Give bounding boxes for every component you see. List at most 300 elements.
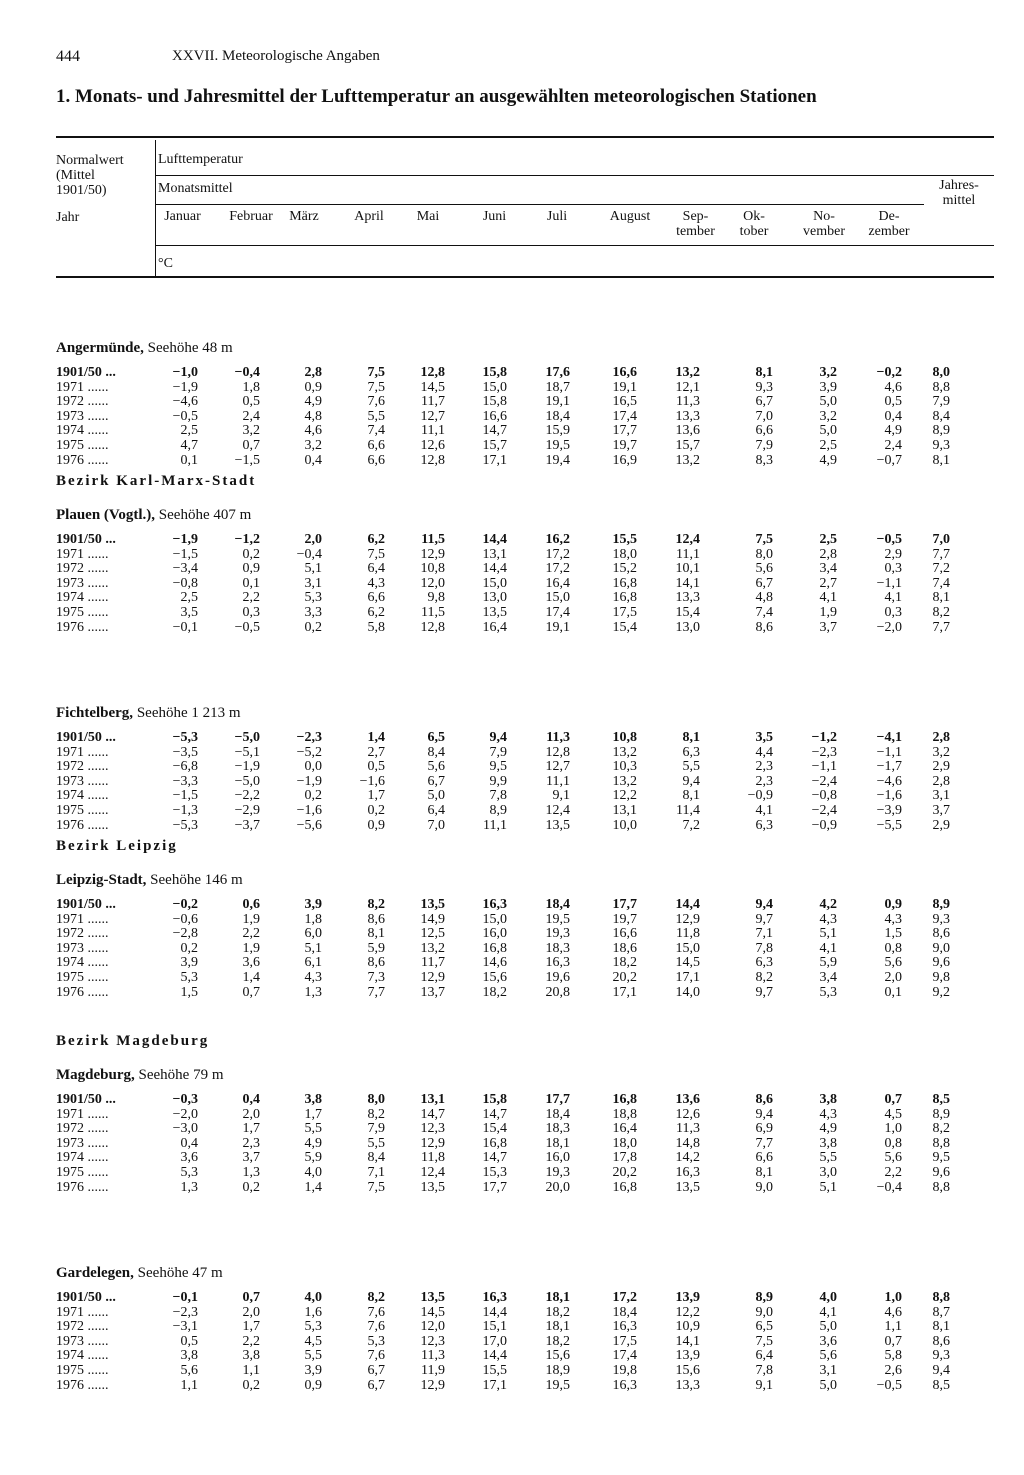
cell-value: 15,6	[545, 1348, 570, 1364]
cell-value: 9,0	[755, 1179, 773, 1195]
cell-value: 10,1	[675, 561, 700, 577]
cell-value: −0,4	[296, 546, 322, 562]
cell-value: 0,4	[884, 408, 902, 424]
cell-value: 13,5	[675, 1179, 700, 1195]
cell-value: 7,5	[367, 1179, 385, 1195]
row-label: 1972 ......	[56, 759, 109, 775]
month-header	[795, 209, 853, 239]
cell-value: −1,1	[811, 759, 837, 775]
row-label: 1901/50 ...	[56, 365, 116, 380]
cell-value: 13,3	[675, 408, 700, 424]
table-row	[0, 454, 1024, 469]
cell-value: 5,8	[367, 619, 385, 635]
cell-value: 2,3	[755, 773, 773, 789]
row-label: 1901/50 ...	[56, 1092, 116, 1107]
cell-value: 0,2	[242, 546, 260, 562]
cell-value: 4,1	[819, 1304, 837, 1320]
cell-value: 18,4	[545, 897, 570, 912]
cell-value: −2,4	[811, 773, 837, 789]
cell-value: 7,7	[755, 1135, 773, 1151]
cell-value: 6,5	[755, 1319, 773, 1335]
table-row	[0, 731, 1024, 746]
cell-value: 9,1	[552, 788, 570, 804]
cell-value: 3,2	[242, 423, 260, 439]
cell-value: 15,8	[482, 1092, 507, 1107]
cell-value: −1,0	[172, 365, 198, 380]
cell-value: 9,4	[755, 897, 773, 912]
cell-value: 19,5	[545, 1377, 570, 1393]
cell-value: 17,7	[545, 1092, 570, 1107]
cell-value: 6,7	[367, 1363, 385, 1378]
header-bottom-rule	[56, 276, 994, 278]
cell-value: 7,4	[932, 575, 950, 591]
cell-value: 0,7	[242, 438, 260, 453]
cell-value: 14,4	[482, 561, 507, 577]
row-label: 1971 ......	[56, 1304, 109, 1320]
cell-value: −0,5	[234, 619, 260, 635]
table-row	[0, 1137, 1024, 1152]
cell-value: 10,9	[675, 1319, 700, 1335]
cell-value: 14,7	[482, 1106, 507, 1122]
cell-value: −0,6	[172, 911, 198, 927]
month-header	[408, 209, 448, 224]
cell-value: 9,5	[489, 759, 507, 775]
table-row	[0, 381, 1024, 396]
cell-value: 8,9	[932, 423, 950, 439]
annual-header-line-2: mittel	[942, 193, 976, 208]
cell-value: 11,8	[676, 926, 700, 942]
cell-value: 2,7	[367, 744, 385, 760]
cell-value: 6,5	[427, 730, 445, 745]
cell-value: 1,0	[884, 1290, 902, 1305]
cell-value: −3,7	[234, 817, 260, 833]
cell-value: 2,5	[180, 423, 198, 439]
cell-value: 13,5	[420, 1179, 445, 1195]
cell-value: 7,1	[755, 926, 773, 942]
cell-value: 2,2	[884, 1165, 902, 1180]
stub-divider	[155, 140, 156, 276]
cell-value: 4,1	[884, 590, 902, 606]
cell-value: 1,5	[884, 926, 902, 942]
cell-value: 0,9	[242, 561, 260, 577]
cell-value: 4,3	[367, 575, 385, 591]
cell-value: −0,3	[172, 1092, 198, 1107]
cell-value: −5,0	[234, 773, 260, 789]
cell-value: 7,5	[367, 546, 385, 562]
station-elevation: Seehöhe 146 m	[150, 872, 243, 888]
cell-value: 7,5	[367, 365, 385, 380]
cell-value: 13,2	[420, 940, 445, 956]
cell-value: 3,8	[180, 1348, 198, 1364]
cell-value: 1,0	[884, 1121, 902, 1137]
cell-value: 4,1	[755, 803, 773, 818]
cell-value: 4,0	[304, 1165, 322, 1180]
cell-value: 2,8	[932, 773, 950, 789]
cell-value: 7,3	[367, 970, 385, 985]
cell-value: 17,7	[612, 897, 637, 912]
row-label: 1974 ......	[56, 423, 109, 439]
cell-value: 8,1	[932, 1319, 950, 1335]
cell-value: 3,2	[932, 744, 950, 760]
cell-value: −1,2	[234, 532, 260, 547]
row-label: 1901/50 ...	[56, 897, 116, 912]
cell-value: −2,3	[811, 744, 837, 760]
cell-value: 4,4	[755, 744, 773, 760]
cell-value: 16,3	[482, 1290, 507, 1305]
cell-value: 5,5	[367, 1135, 385, 1151]
cell-value: 2,9	[884, 546, 902, 562]
table-row	[0, 898, 1024, 913]
cell-value: 15,0	[675, 940, 700, 956]
cell-value: 16,8	[612, 575, 637, 591]
row-label: 1971 ......	[56, 911, 109, 927]
cell-value: 12,6	[675, 1106, 700, 1122]
month-header-line: Januar	[164, 209, 201, 224]
station-name: Fichtelberg,	[56, 705, 134, 721]
cell-value: 8,6	[367, 955, 385, 971]
month-header-line: Sep-	[682, 209, 709, 224]
unit-label: °C	[158, 256, 173, 271]
cell-value: 2,5	[819, 438, 837, 453]
cell-value: 15,3	[482, 1165, 507, 1180]
cell-value: 1,1	[242, 1363, 260, 1378]
cell-value: 8,4	[932, 408, 950, 424]
cell-value: 8,2	[755, 970, 773, 985]
cell-value: 2,3	[242, 1135, 260, 1151]
cell-value: 0,2	[242, 1179, 260, 1195]
cell-value: 12,8	[420, 365, 445, 380]
row-label: 1975 ......	[56, 970, 109, 985]
cell-value: 16,9	[612, 452, 637, 468]
cell-value: 0,2	[304, 619, 322, 635]
station-name: Leipzig-Stadt,	[56, 872, 147, 888]
table-row	[0, 1349, 1024, 1364]
row-label: 1973 ......	[56, 1333, 109, 1349]
cell-value: 3,2	[819, 408, 837, 424]
cell-value: 17,5	[612, 605, 637, 620]
cell-value: 4,9	[304, 394, 322, 410]
cell-value: 8,5	[932, 1377, 950, 1393]
cell-value: 4,2	[819, 897, 837, 912]
bezirk-heading: Bezirk Leipzig	[56, 838, 178, 854]
cell-value: 9,3	[932, 1348, 950, 1364]
cell-value: 11,7	[421, 955, 445, 971]
cell-value: 12,5	[420, 926, 445, 942]
cell-value: 8,3	[755, 452, 773, 468]
cell-value: 3,4	[819, 561, 837, 577]
cell-value: 1,5	[180, 984, 198, 1000]
cell-value: 11,3	[676, 1121, 700, 1137]
cell-value: 0,3	[884, 605, 902, 620]
cell-value: 9,4	[489, 730, 507, 745]
cell-value: 8,4	[367, 1150, 385, 1166]
cell-value: 3,7	[242, 1150, 260, 1166]
cell-value: 2,0	[884, 970, 902, 985]
row-label: 1971 ......	[56, 379, 109, 395]
cell-value: 7,0	[427, 817, 445, 833]
stub-line-2: (Mittel	[56, 168, 95, 183]
cell-value: 5,6	[755, 561, 773, 577]
cell-value: 3,9	[304, 897, 322, 912]
cell-value: 6,3	[755, 955, 773, 971]
cell-value: 12,4	[420, 1165, 445, 1180]
month-header-line: zember	[868, 224, 910, 239]
cell-value: 5,6	[884, 955, 902, 971]
cell-value: 0,1	[884, 984, 902, 1000]
cell-value: 15,4	[612, 619, 637, 635]
cell-value: −5,1	[234, 744, 260, 760]
cell-value: 2,8	[304, 365, 322, 380]
cell-value: −0,1	[172, 619, 198, 635]
cell-value: 3,6	[242, 955, 260, 971]
cell-value: 18,4	[612, 1304, 637, 1320]
month-header-line: tober	[739, 224, 769, 239]
row-label: 1974 ......	[56, 1348, 109, 1364]
cell-value: 17,2	[612, 1290, 637, 1305]
cell-value: 18,9	[545, 1363, 570, 1378]
cell-value: 7,9	[489, 744, 507, 760]
cell-value: 16,0	[545, 1150, 570, 1166]
stub-line-1: Normalwert	[56, 153, 124, 168]
cell-value: 5,0	[819, 1377, 837, 1393]
station-heading	[56, 1067, 223, 1084]
cell-value: 2,0	[304, 532, 322, 547]
cell-value: −2,4	[811, 803, 837, 818]
cell-value: 12,4	[675, 532, 700, 547]
cell-value: 5,5	[304, 1348, 322, 1364]
cell-value: −2,0	[876, 619, 902, 635]
cell-value: −5,3	[172, 817, 198, 833]
group-rule	[155, 175, 994, 176]
cell-value: 16,3	[482, 897, 507, 912]
cell-value: 17,7	[482, 1179, 507, 1195]
cell-value: 13,2	[612, 773, 637, 789]
cell-value: 7,5	[367, 379, 385, 395]
cell-value: 5,1	[819, 1179, 837, 1195]
table-row	[0, 577, 1024, 592]
cell-value: 4,3	[304, 970, 322, 985]
row-label: 1976 ......	[56, 817, 109, 833]
cell-value: 0,9	[884, 897, 902, 912]
cell-value: −0,4	[234, 365, 260, 380]
table-row	[0, 621, 1024, 636]
cell-value: 13,3	[675, 1377, 700, 1393]
cell-value: 8,8	[932, 1135, 950, 1151]
cell-value: 6,7	[755, 394, 773, 410]
cell-value: 7,9	[367, 1121, 385, 1137]
cell-value: 14,4	[482, 1304, 507, 1320]
cell-value: 5,9	[367, 940, 385, 956]
table-row	[0, 1093, 1024, 1108]
cell-value: 16,5	[612, 394, 637, 410]
cell-value: 19,5	[545, 911, 570, 927]
cell-value: 17,4	[545, 605, 570, 620]
cell-value: 18,7	[545, 379, 570, 395]
cell-value: 15,4	[675, 605, 700, 620]
month-header-line: April	[354, 209, 384, 224]
cell-value: 14,1	[675, 1333, 700, 1349]
cell-value: 14,4	[482, 1348, 507, 1364]
month-header	[600, 209, 660, 224]
month-header-line: Ok-	[743, 209, 765, 224]
cell-value: 15,4	[482, 1121, 507, 1137]
table-row	[0, 819, 1024, 834]
cell-value: 3,2	[819, 365, 837, 380]
cell-value: 8,1	[367, 926, 385, 942]
cell-value: 3,4	[819, 970, 837, 985]
cell-value: 5,0	[819, 423, 837, 439]
cell-value: 1,3	[242, 1165, 260, 1180]
cell-value: 8,1	[932, 452, 950, 468]
cell-value: 0,2	[367, 803, 385, 818]
cell-value: 14,5	[420, 379, 445, 395]
station-name: Magdeburg,	[56, 1067, 135, 1083]
cell-value: 0,5	[884, 394, 902, 410]
cell-value: 3,8	[819, 1135, 837, 1151]
row-label: 1972 ......	[56, 561, 109, 577]
cell-value: 0,8	[884, 940, 902, 956]
row-label: 1976 ......	[56, 619, 109, 635]
cell-value: 16,0	[482, 926, 507, 942]
station-elevation: Seehöhe 1 213 m	[136, 705, 241, 721]
cell-value: 1,9	[819, 605, 837, 620]
month-header-line: De-	[878, 209, 900, 224]
cell-value: 6,2	[367, 605, 385, 620]
cell-value: −3,1	[172, 1319, 198, 1335]
cell-value: 9,7	[755, 911, 773, 927]
cell-value: 7,0	[755, 408, 773, 424]
cell-value: 3,1	[304, 575, 322, 591]
cell-value: 4,3	[884, 911, 902, 927]
cell-value: 8,2	[367, 897, 385, 912]
cell-value: 7,4	[367, 423, 385, 439]
cell-value: 18,3	[545, 940, 570, 956]
row-label: 1974 ......	[56, 1150, 109, 1166]
cell-value: 0,4	[180, 1135, 198, 1151]
table-row	[0, 410, 1024, 425]
row-label: 1901/50 ...	[56, 1290, 116, 1305]
month-header	[345, 209, 393, 224]
table-row	[0, 366, 1024, 381]
cell-value: 12,2	[675, 1304, 700, 1320]
month-header-line: Juli	[546, 209, 568, 224]
cell-value: 7,9	[755, 438, 773, 453]
cell-value: −6,8	[172, 759, 198, 775]
cell-value: 8,8	[932, 379, 950, 395]
cell-value: 15,5	[612, 532, 637, 547]
cell-value: 5,5	[304, 1121, 322, 1137]
cell-value: 19,1	[612, 379, 637, 395]
cell-value: 2,5	[180, 590, 198, 606]
month-header-line: August	[609, 209, 651, 224]
cell-value: −2,9	[234, 803, 260, 818]
cell-value: 6,6	[367, 438, 385, 453]
bezirk-heading: Bezirk Karl-Marx-Stadt	[56, 473, 257, 489]
cell-value: 1,3	[180, 1179, 198, 1195]
cell-value: 7,6	[367, 1319, 385, 1335]
cell-value: −3,5	[172, 744, 198, 760]
top-rule	[56, 136, 994, 138]
cell-value: 18,6	[612, 940, 637, 956]
cell-value: 20,0	[545, 1179, 570, 1195]
cell-value: 20,2	[612, 970, 637, 985]
cell-value: 8,6	[367, 911, 385, 927]
table-row	[0, 1335, 1024, 1350]
cell-value: −1,2	[811, 730, 837, 745]
cell-value: 17,1	[675, 970, 700, 985]
cell-value: 4,1	[819, 940, 837, 956]
cell-value: 3,9	[304, 1363, 322, 1378]
cell-value: −3,9	[876, 803, 902, 818]
table-row	[0, 1379, 1024, 1394]
cell-value: 10,8	[612, 730, 637, 745]
cell-value: 6,2	[367, 532, 385, 547]
cell-value: 0,1	[180, 452, 198, 468]
subgroup-header: Monatsmittel	[158, 181, 233, 196]
cell-value: 12,0	[420, 1319, 445, 1335]
row-label: 1974 ......	[56, 955, 109, 971]
cell-value: 6,6	[755, 423, 773, 439]
cell-value: 7,8	[489, 788, 507, 804]
cell-value: 8,0	[367, 1092, 385, 1107]
cell-value: 6,0	[304, 926, 322, 942]
table-row	[0, 606, 1024, 621]
cell-value: 16,3	[612, 1377, 637, 1393]
cell-value: 2,9	[932, 759, 950, 775]
cell-value: 9,1	[755, 1377, 773, 1393]
cell-value: 15,9	[545, 423, 570, 439]
cell-value: 18,2	[545, 1304, 570, 1320]
cell-value: 19,6	[545, 970, 570, 985]
cell-value: 4,8	[755, 590, 773, 606]
cell-value: 0,7	[242, 1290, 260, 1305]
cell-value: 6,9	[755, 1121, 773, 1137]
cell-value: −0,9	[747, 788, 773, 804]
cell-value: 15,1	[482, 1319, 507, 1335]
cell-value: 7,7	[932, 619, 950, 635]
cell-value: 2,9	[932, 817, 950, 833]
cell-value: 0,0	[304, 759, 322, 775]
month-header-line: tember	[676, 224, 715, 239]
cell-value: 2,4	[242, 408, 260, 424]
row-label: 1901/50 ...	[56, 730, 116, 745]
month-header-line: Februar	[229, 209, 273, 224]
stub-line-3: 1901/50)	[56, 183, 107, 198]
cell-value: −1,6	[876, 788, 902, 804]
cell-value: 5,5	[367, 408, 385, 424]
cell-value: 5,9	[819, 955, 837, 971]
month-header	[860, 209, 918, 239]
cell-value: 0,2	[180, 940, 198, 956]
cell-value: 0,7	[884, 1333, 902, 1349]
cell-value: 3,8	[819, 1092, 837, 1107]
cell-value: 8,2	[932, 1121, 950, 1137]
cell-value: 7,6	[367, 1348, 385, 1364]
cell-value: 18,1	[545, 1290, 570, 1305]
cell-value: 3,9	[180, 955, 198, 971]
cell-value: 12,1	[675, 379, 700, 395]
cell-value: 9,7	[755, 984, 773, 1000]
cell-value: −1,9	[234, 759, 260, 775]
cell-value: 4,0	[819, 1290, 837, 1305]
cell-value: 13,5	[420, 897, 445, 912]
table-row	[0, 746, 1024, 761]
station-elevation: Seehöhe 79 m	[138, 1067, 224, 1083]
cell-value: 14,7	[482, 1150, 507, 1166]
cell-value: 5,1	[304, 561, 322, 577]
station-heading	[56, 1265, 223, 1282]
cell-value: 17,8	[612, 1150, 637, 1166]
